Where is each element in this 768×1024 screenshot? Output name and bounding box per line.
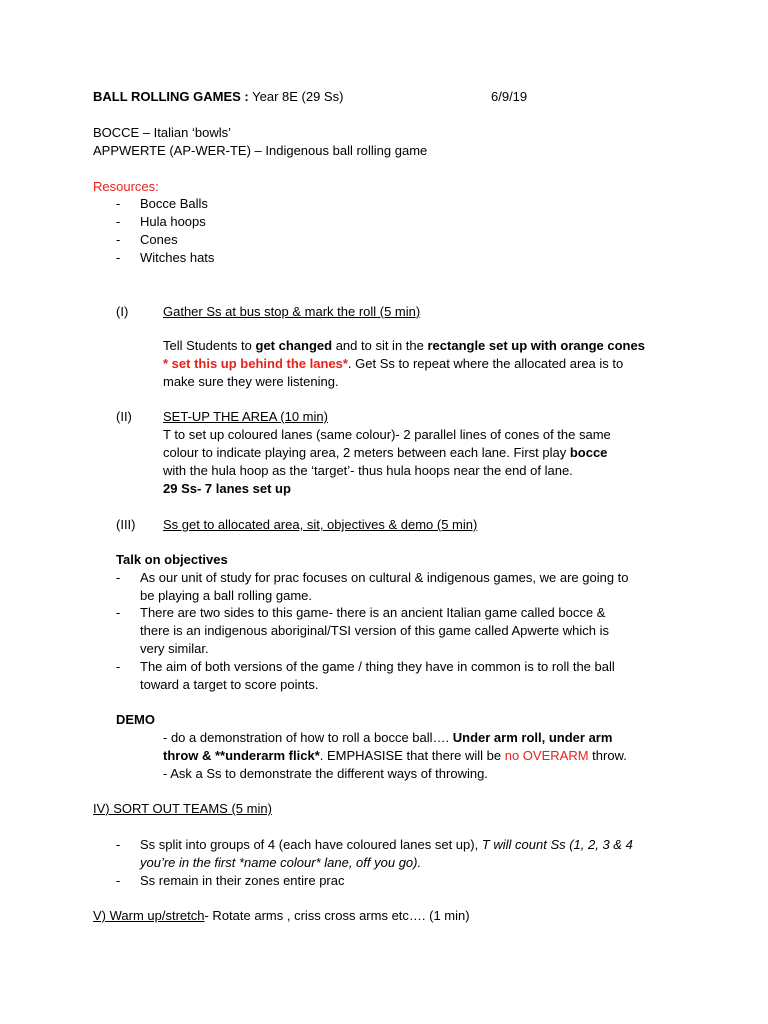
list-item-line: toward a target to score points.: [140, 677, 319, 692]
section-heading: IV) SORT OUT TEAMS (5 min): [93, 801, 272, 816]
document-title-line: [93, 88, 343, 106]
bullet-dash: -: [116, 570, 121, 585]
bullet-dash: -: [116, 873, 121, 888]
list-item-line: Ss split into groups of 4 (each have coloured lanes set up), T will count Ss (1, 2, 3 & 4: [140, 837, 633, 852]
section-heading: SET-UP THE AREA (10 min): [163, 409, 328, 424]
bullet-dash: -: [116, 214, 121, 229]
list-item-line: very similar.: [140, 641, 209, 656]
section-paragraph-line: * set this up behind the lanes*. Get Ss to repeat where the allocated area is to: [163, 356, 624, 371]
list-item-line: The aim of both versions of the game / thing they have in common is to roll the ball: [140, 659, 615, 674]
bullet-dash: -: [116, 837, 121, 852]
list-item-line: you’re in the first *name colour* lane, off you go).: [140, 855, 422, 870]
section-number: (II): [116, 409, 132, 424]
resource-item: Cones: [140, 232, 178, 247]
list-item-line: As our unit of study for prac focuses on cultural & indigenous games, we are going to: [140, 570, 629, 585]
bullet-dash: -: [116, 196, 121, 211]
bullet-dash: -: [116, 250, 121, 265]
demo-line: throw & **underarm flick*. EMPHASISE that there will be no OVERARM throw.: [163, 748, 627, 763]
subheading: DEMO: [116, 712, 155, 727]
class-info: Year 8E (29 Ss): [248, 89, 344, 104]
demo-line: - do a demonstration of how to roll a bocce ball…. Under arm roll, under arm: [163, 730, 613, 745]
section-paragraph-line: T to set up coloured lanes (same colour)- 2 parallel lines of cones of the same: [163, 427, 611, 442]
list-item-line: there is an indigenous aboriginal/TSI version of this game called Apwerte which is: [140, 623, 609, 638]
section-paragraph-line: with the hula hoop as the ‘target’- thus hula hoops near the end of lane.: [163, 463, 573, 478]
bocce-line: BOCCE – Italian ‘bowls’: [93, 125, 231, 140]
section-number: (I): [116, 304, 129, 319]
section-paragraph-line: Tell Students to get changed and to sit in the rectangle set up with orange cones: [163, 338, 645, 353]
list-item-line: There are two sides to this game- there is an ancient Italian game called bocce &: [140, 605, 606, 620]
section-paragraph-line: 29 Ss- 7 lanes set up: [163, 481, 291, 496]
resources-heading: Resources:: [93, 179, 159, 194]
date: 6/9/19: [491, 89, 528, 104]
demo-line: - Ask a Ss to demonstrate the different ways of throwing.: [163, 766, 488, 781]
subheading: Talk on objectives: [116, 552, 228, 567]
document-title: BALL ROLLING GAMES :: [93, 89, 249, 104]
resource-item: Bocce Balls: [140, 196, 208, 211]
section-heading: V) Warm up/stretch: [93, 908, 205, 923]
resource-item: Witches hats: [140, 250, 215, 265]
section-number: (III): [116, 517, 136, 532]
appwerte-line: APPWERTE (AP-WER-TE) – Indigenous ball rolling game: [93, 143, 428, 158]
bullet-dash: -: [116, 232, 121, 247]
bullet-dash: -: [116, 659, 121, 674]
section-paragraph-line: colour to indicate playing area, 2 meters between each lane. First play bocce: [163, 445, 608, 460]
list-item-line: Ss remain in their zones entire prac: [140, 873, 345, 888]
section-heading: Gather Ss at bus stop & mark the roll (5 min): [163, 304, 421, 319]
resource-item: Hula hoops: [140, 214, 206, 229]
section-heading: Ss get to allocated area, sit, objectives & demo (5 min): [163, 517, 478, 532]
section-paragraph-line: make sure they were listening.: [163, 374, 339, 389]
list-item-line: be playing a ball rolling game.: [140, 588, 312, 603]
section-line: V) Warm up/stretch- Rotate arms , criss cross arms etc…. (1 min): [93, 908, 470, 923]
bullet-dash: -: [116, 605, 121, 620]
